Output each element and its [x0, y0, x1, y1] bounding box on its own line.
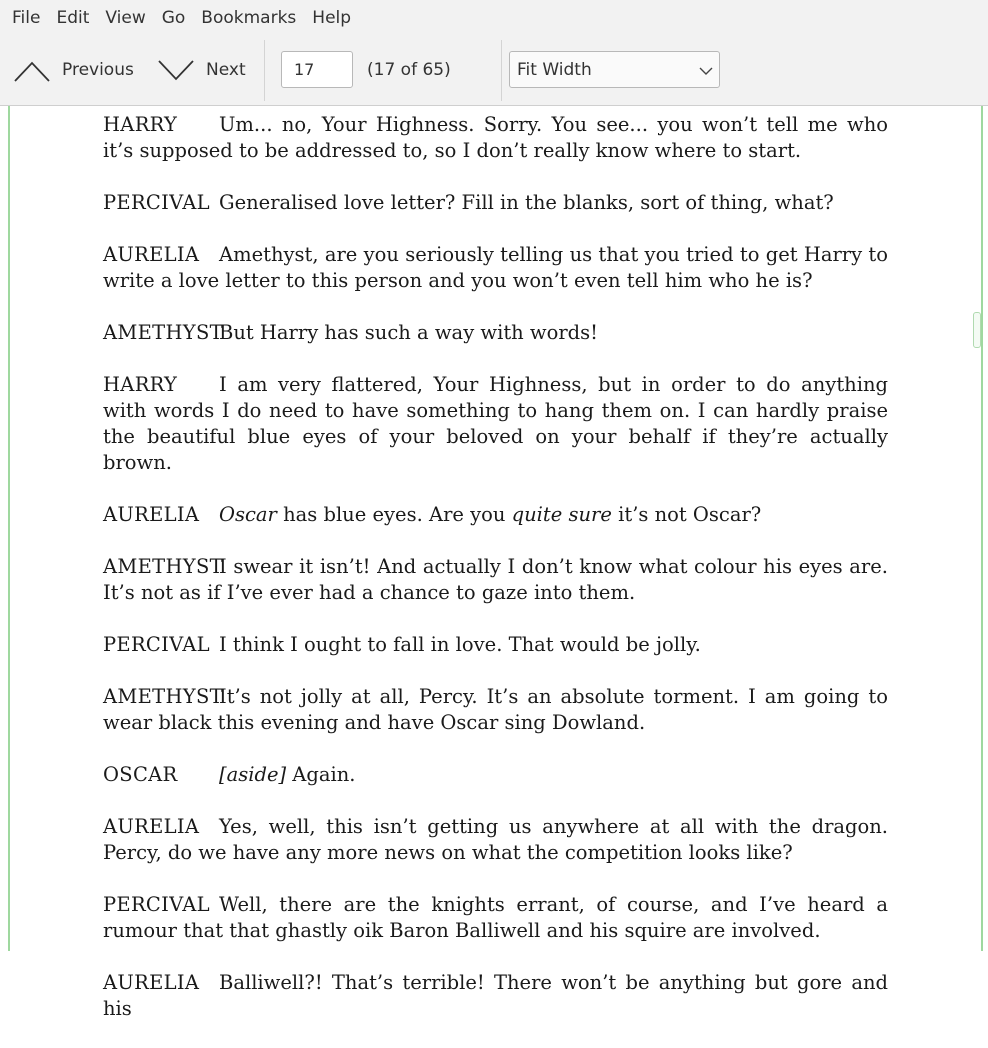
dialogue-text: has blue eyes. Are you: [276, 503, 512, 526]
zoom-value: Fit Width: [517, 59, 592, 80]
dialogue-text: Well, there are the knights errant, of course, and I’ve heard a rumour that that ghastly oik Baron Balliwell and his squire are involved.: [103, 893, 888, 942]
dialogue-emphasis: Oscar: [219, 503, 277, 526]
dialogue-text: Amethyst, are you seriously telling us that you tried to get Harry to write a love letter to this person and you won’t even tell him who he is?: [103, 243, 888, 292]
speech-line: [103, 892, 888, 944]
dialogue-text: But Harry has such a way with words!: [219, 321, 599, 344]
chevron-up-icon: [14, 57, 50, 83]
stage-direction: [aside]: [219, 763, 287, 786]
speech-line: [103, 632, 888, 658]
zoom-select[interactable]: [509, 51, 720, 88]
dialogue-text: Balliwell?! That’s terrible! There won’t be anything but gore and his: [103, 971, 888, 1020]
next-page-button[interactable]: [158, 50, 246, 90]
speaker-name: AURELIA: [103, 503, 200, 526]
speaker-name: AURELIA: [103, 815, 200, 838]
dialogue-text: Again.: [286, 763, 356, 786]
page-edge-left: [8, 106, 10, 951]
dialogue-emphasis: quite sure: [511, 503, 612, 526]
speech-line: [103, 372, 888, 476]
menu-go[interactable]: Go: [161, 8, 186, 28]
menubar: [0, 0, 988, 36]
script-text: [103, 112, 888, 1048]
speaker-name: AMETHYST: [103, 321, 223, 344]
menu-help[interactable]: Help: [312, 8, 352, 28]
speech-line: [103, 112, 888, 164]
dialogue-text: Generalised love letter? Fill in the blanks, sort of thing, what?: [219, 191, 834, 214]
chevron-down-icon: [158, 57, 194, 83]
speaker-name: AMETHYST: [103, 685, 223, 708]
chevron-down-icon: [699, 63, 713, 83]
previous-label: Previous: [62, 60, 134, 80]
toolbar-separator: [501, 40, 502, 101]
speech-line: [103, 554, 888, 606]
toolbar-separator: [264, 40, 265, 101]
speaker-name: AURELIA: [103, 243, 200, 266]
speaker-name: OSCAR: [103, 763, 178, 786]
speaker-name: AURELIA: [103, 971, 200, 994]
speech-line: [103, 762, 888, 788]
speech-line: [103, 814, 888, 866]
page-count: (17 of 65): [367, 60, 451, 80]
menu-view[interactable]: View: [105, 8, 146, 28]
dialogue-text: Um... no, Your Highness. Sorry. You see... you won’t tell me who it’s supposed to be addressed to, so I don’t really know where to start.: [103, 113, 888, 162]
dialogue-text: it’s not Oscar?: [611, 503, 762, 526]
dialogue-text: I am very flattered, Your Highness, but in order to do anything with words I do need to have something to hang them on. I can hardly praise the beautiful blue eyes of your beloved on your behalf if they’re actually brown.: [103, 373, 888, 474]
speaker-name: HARRY: [103, 113, 178, 136]
next-label: Next: [206, 60, 246, 80]
menu-bookmarks[interactable]: Bookmarks: [201, 8, 297, 28]
speech-line: [103, 190, 888, 216]
speech-line: [103, 320, 888, 346]
speech-line: [103, 502, 888, 528]
dialogue-text: I swear it isn’t! And actually I don’t know what colour his eyes are. It’s not as if I’ve ever had a chance to gaze into them.: [103, 555, 888, 604]
speaker-name: PERCIVAL: [103, 191, 210, 214]
previous-page-button[interactable]: [14, 50, 134, 90]
page-number-input[interactable]: [281, 51, 353, 88]
speaker-name: AMETHYST: [103, 555, 223, 578]
speech-line: [103, 684, 888, 736]
document-viewport[interactable]: [0, 106, 988, 1020]
dialogue-text: I think I ought to fall in love. That would be jolly.: [219, 633, 701, 656]
speech-line: [103, 970, 888, 1022]
scrollbar-thumb[interactable]: [973, 312, 981, 348]
speaker-name: PERCIVAL: [103, 893, 210, 916]
menu-file[interactable]: File: [12, 8, 41, 28]
speaker-name: PERCIVAL: [103, 633, 210, 656]
page-edge-right: [981, 106, 983, 951]
toolbar: [0, 36, 988, 106]
speaker-name: HARRY: [103, 373, 178, 396]
dialogue-text: It’s not jolly at all, Percy. It’s an absolute torment. I am going to wear black this evening and have Oscar sing Dowland.: [103, 685, 888, 734]
menu-edit[interactable]: Edit: [56, 8, 90, 28]
speech-line: [103, 242, 888, 294]
dialogue-text: Yes, well, this isn’t getting us anywhere at all with the dragon. Percy, do we have any more news on what the competition looks like?: [103, 815, 888, 864]
